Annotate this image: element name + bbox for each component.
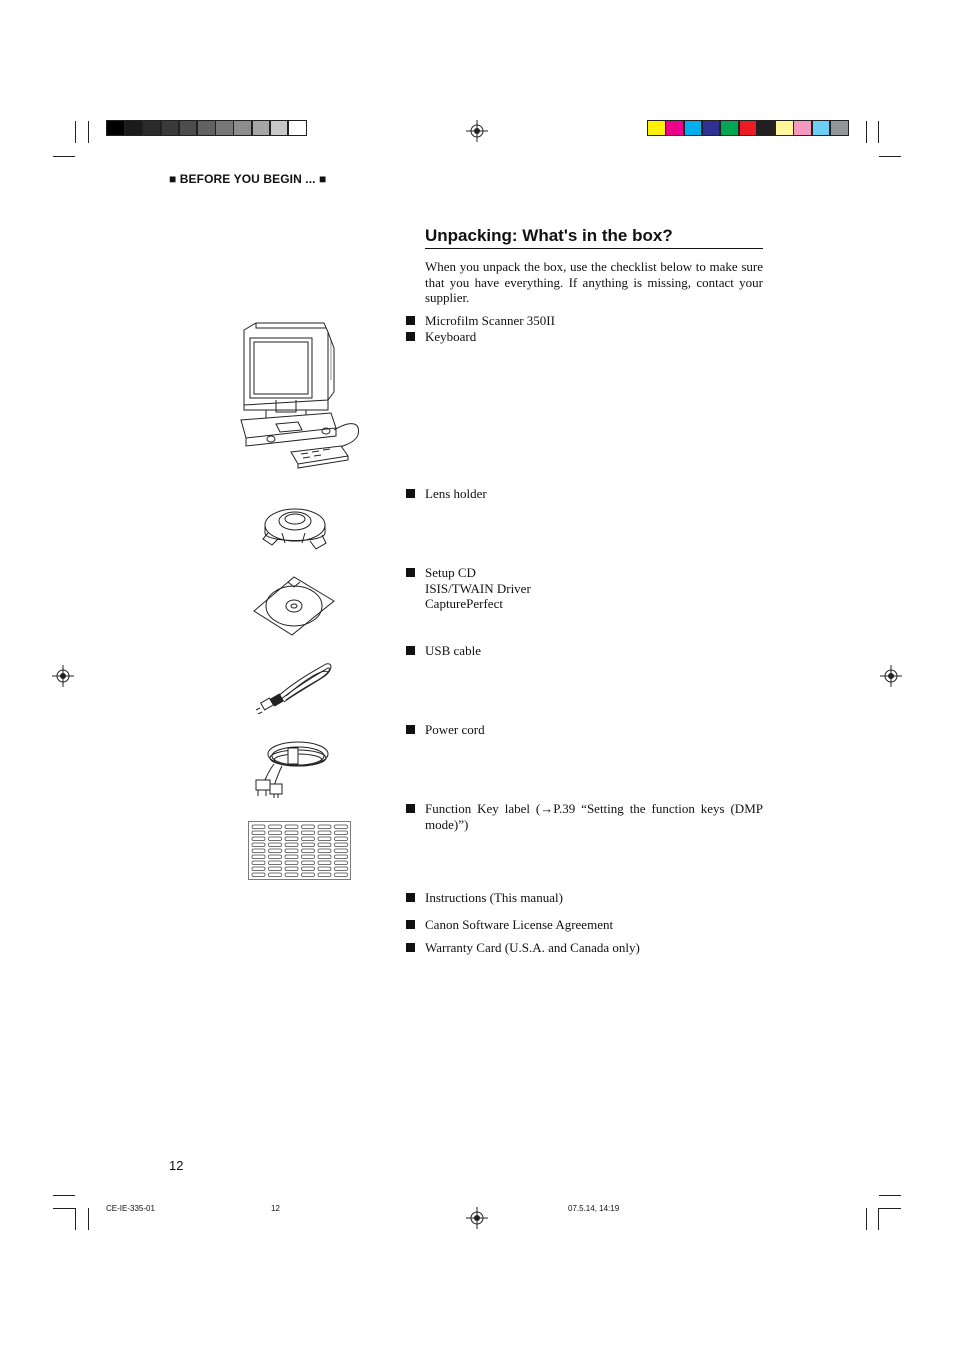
color-swatch xyxy=(684,120,703,136)
usb-cable-illustration xyxy=(256,660,334,714)
crop-mark xyxy=(88,1208,89,1230)
gray-swatch xyxy=(197,120,216,136)
crop-mark xyxy=(866,121,867,143)
crop-mark xyxy=(879,1195,901,1196)
bullet-square-icon xyxy=(406,568,415,577)
bullet-square-icon xyxy=(406,316,415,325)
crop-mark xyxy=(878,1208,879,1230)
color-swatch xyxy=(665,120,684,136)
item-label: Canon Software License Agreement xyxy=(425,917,614,932)
crop-mark xyxy=(53,1195,75,1196)
item-label: Setup CD xyxy=(425,565,476,580)
item-label: Power cord xyxy=(425,722,485,737)
setup-cd-illustration xyxy=(252,575,336,637)
footer-doc-code: CE-IE-335-01 xyxy=(106,1204,155,1213)
gray-swatch xyxy=(161,120,180,136)
crop-mark xyxy=(879,1208,901,1209)
item-sublabel: ISIS/TWAIN Driver xyxy=(425,580,531,596)
bullet-square-icon xyxy=(406,893,415,902)
power-cord-illustration xyxy=(252,738,332,798)
item-label: USB cable xyxy=(425,643,481,658)
crop-mark xyxy=(53,156,75,157)
crop-mark xyxy=(75,1208,76,1230)
registration-target-icon xyxy=(52,665,74,687)
color-swatch xyxy=(793,120,812,136)
gray-swatch xyxy=(215,120,234,136)
lens-holder-illustration xyxy=(260,503,330,553)
crop-mark xyxy=(53,1208,75,1209)
gray-swatch xyxy=(106,120,125,136)
color-swatch xyxy=(702,120,721,136)
crop-mark xyxy=(866,1208,867,1230)
gray-swatch xyxy=(179,120,198,136)
item-label: Microfilm Scanner 350II xyxy=(425,313,555,328)
bullet-square-icon xyxy=(406,725,415,734)
intro-paragraph: When you unpack the box, use the checklist below to make sure that you have everything. If anything is missing, contact your supplier. xyxy=(425,259,763,305)
color-swatch xyxy=(647,120,666,136)
item-sublabel: CapturePerfect xyxy=(425,596,503,611)
item-label: Lens holder xyxy=(425,486,487,501)
item-label: Instructions (This manual) xyxy=(425,890,563,905)
gray-swatch xyxy=(270,120,289,136)
registration-target-icon xyxy=(880,665,902,687)
bullet-square-icon xyxy=(406,646,415,655)
crop-mark xyxy=(879,156,901,157)
bullet-square-icon xyxy=(406,920,415,929)
footer-timestamp: 07.5.14, 14:19 xyxy=(568,1204,620,1213)
function-key-label-illustration xyxy=(248,821,352,881)
crop-mark xyxy=(88,121,89,143)
gray-swatch xyxy=(124,120,143,136)
gray-swatch xyxy=(142,120,161,136)
crop-mark xyxy=(75,121,76,143)
gray-swatch xyxy=(233,120,252,136)
color-swatch xyxy=(720,120,739,136)
color-swatch xyxy=(812,120,831,136)
item-label: Warranty Card (U.S.A. and Canada only) xyxy=(425,940,640,955)
color-swatch xyxy=(739,120,758,136)
registration-target-icon xyxy=(466,1207,488,1229)
registration-target-icon xyxy=(466,120,488,142)
item-label: Keyboard xyxy=(425,329,477,344)
microfilm-scanner-illustration xyxy=(236,320,366,475)
color-swatch xyxy=(757,120,776,136)
bullet-square-icon xyxy=(406,332,415,341)
page-title: Unpacking: What's in the box? xyxy=(425,226,763,249)
bullet-square-icon xyxy=(406,489,415,498)
color-swatch xyxy=(775,120,794,136)
color-swatch xyxy=(830,120,849,136)
section-header: ■ BEFORE YOU BEGIN ... ■ xyxy=(169,172,327,186)
crop-mark xyxy=(878,121,879,143)
gray-swatch xyxy=(252,120,271,136)
gray-swatch xyxy=(288,120,307,136)
item-label: Function Key label (→P.39 “Setting the function keys (DMP mode)”) xyxy=(425,801,763,832)
page-number: 12 xyxy=(169,1158,184,1173)
bullet-square-icon xyxy=(406,804,415,813)
bullet-square-icon xyxy=(406,943,415,952)
footer-page: 12 xyxy=(271,1204,280,1213)
